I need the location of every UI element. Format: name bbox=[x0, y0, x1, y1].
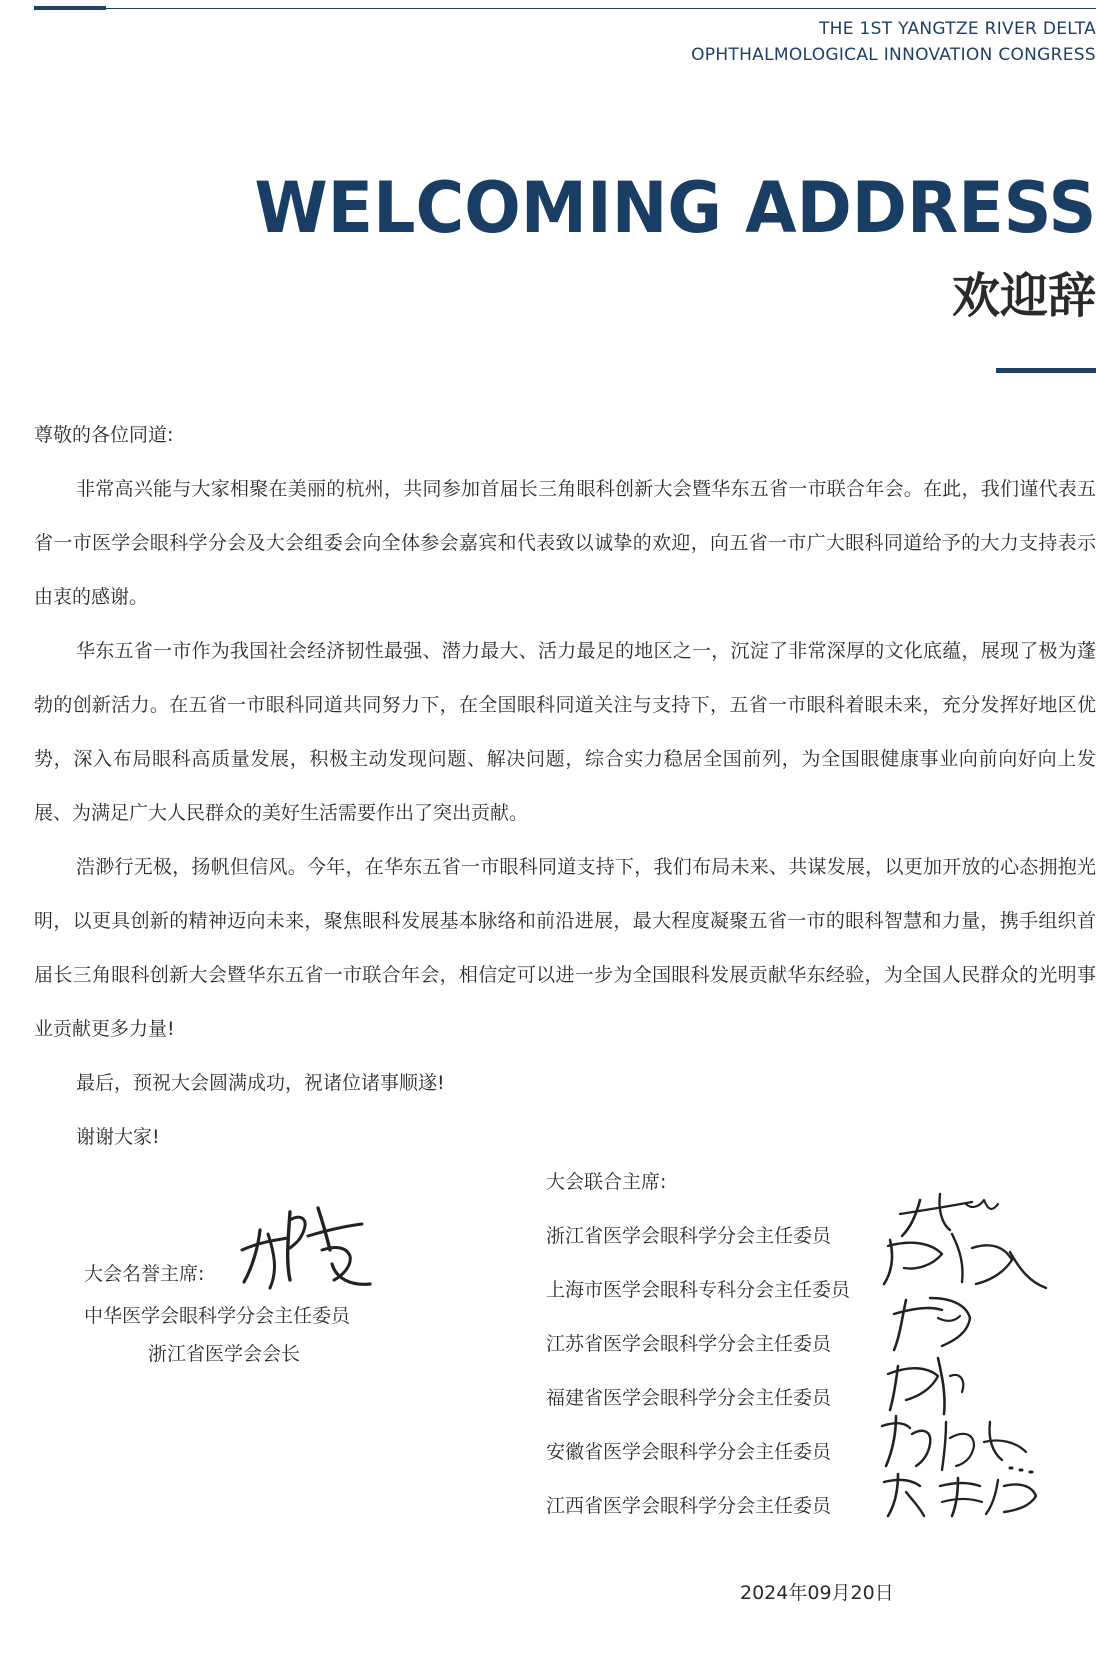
congress-name bbox=[691, 16, 1096, 68]
co-chair-signatures-icon bbox=[880, 1190, 1060, 1520]
co-chair-title-1: 浙江省医学会眼科学分会主任委员 bbox=[546, 1225, 832, 1247]
honorary-chair-title-2: 浙江省医学会会长 bbox=[148, 1343, 301, 1365]
co-chair-title-4: 福建省医学会眼科学分会主任委员 bbox=[546, 1387, 832, 1409]
co-chair-title-5: 安徽省医学会眼科学分会主任委员 bbox=[546, 1441, 832, 1463]
date: 2024年09月20日 bbox=[740, 1582, 894, 1604]
title-english: WELCOMING ADDRESS bbox=[253, 167, 1096, 249]
header-rule bbox=[34, 8, 1096, 9]
title-underline bbox=[996, 368, 1096, 373]
co-chair-title-3: 江苏省医学会眼科学分会主任委员 bbox=[546, 1333, 832, 1355]
congress-line-2: OPHTHALMOLOGICAL INNOVATION CONGRESS bbox=[691, 45, 1096, 65]
paragraph-3: 浩渺行无极，扬帆但信风。今年，在华东五省一市眼科同道支持下，我们布局未来、共谋发展，以更加开放的心态拥抱光明，以更具创新的精神迈向未来，聚焦眼科发展基本脉络和前沿进展，最大程度凝聚五省一市的眼科智慧和力量，携手组织首届长三角眼科创新大会暨华东五省一市联合年会，相信定可以进一步为全国眼科发展贡献华东经验，为全国人民群众的光明事业贡献更多力量! bbox=[34, 856, 1096, 1040]
honorary-signature-icon bbox=[238, 1190, 378, 1300]
honorary-chair-label: 大会名誉主席: bbox=[84, 1263, 205, 1285]
honorary-chair-title-1: 中华医学会眼科学分会主任委员 bbox=[84, 1305, 351, 1327]
letter-body bbox=[34, 408, 1096, 1164]
paragraph-4: 最后，预祝大会圆满成功，祝诸位诸事顺遂! bbox=[76, 1072, 445, 1094]
header-rule-accent bbox=[34, 6, 106, 10]
co-chair-title-6: 江西省医学会眼科学分会主任委员 bbox=[546, 1495, 832, 1517]
co-chair-title-2: 上海市医学会眼科专科分会主任委员 bbox=[546, 1279, 851, 1301]
paragraph-1: 非常高兴能与大家相聚在美丽的杭州，共同参加首届长三角眼科创新大会暨华东五省一市联合年会。在此，我们谨代表五省一市医学会眼科学分会及大会组委会向全体参会嘉宾和代表致以诚挚的欢迎，向五省一市广大眼科同道给予的大力支持表示由衷的感谢。 bbox=[34, 478, 1096, 608]
paragraph-5: 谢谢大家! bbox=[76, 1126, 160, 1148]
paragraph-2: 华东五省一市作为我国社会经济韧性最强、潜力最大、活力最足的地区之一，沉淀了非常深厚的文化底蕴，展现了极为蓬勃的创新活力。在五省一市眼科同道共同努力下，在全国眼科同道关注与支持下，五省一市眼科着眼未来，充分发挥好地区优势，深入布局眼科高质量发展，积极主动发现问题、解决问题，综合实力稳居全国前列，为全国眼健康事业向前向好向上发展、为满足广大人民群众的美好生活需要作出了突出贡献。 bbox=[34, 640, 1096, 824]
co-chairs-label: 大会联合主席: bbox=[546, 1171, 667, 1193]
title-chinese: 欢迎辞 bbox=[951, 268, 1096, 324]
salutation: 尊敬的各位同道: bbox=[34, 424, 174, 446]
congress-line-1: THE 1ST YANGTZE RIVER DELTA bbox=[818, 19, 1096, 39]
